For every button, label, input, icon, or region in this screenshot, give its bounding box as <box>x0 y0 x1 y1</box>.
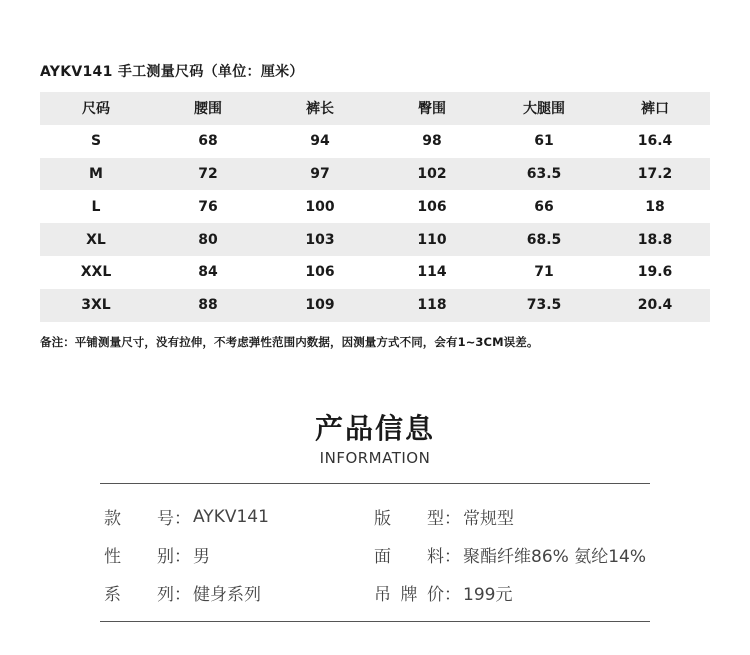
table-cell: 94 <box>310 133 330 150</box>
table-cell: 114 <box>417 264 447 281</box>
table-cell: 72 <box>198 165 218 182</box>
table-row <box>40 158 710 191</box>
table-cell: 98 <box>422 133 442 150</box>
size-table <box>40 92 710 322</box>
info-value: AYKV141 <box>193 506 269 527</box>
table-cell: 18 <box>645 198 665 215</box>
header-thigh: 大腿围 <box>523 101 565 118</box>
table-cell: L <box>91 198 101 215</box>
info-label: 系 列 <box>104 585 174 605</box>
table-cell: 106 <box>417 198 447 215</box>
header-hip: 臀围 <box>418 101 446 118</box>
table-cell: 16.4 <box>637 133 673 150</box>
header-size: 尺码 <box>82 101 110 118</box>
info-value: 健身系列 <box>193 585 261 605</box>
table-cell: 97 <box>310 165 330 182</box>
table-cell: 68 <box>198 133 218 150</box>
table-row <box>40 289 710 322</box>
info-value: 男 <box>193 547 210 567</box>
table-cell: 118 <box>417 297 447 314</box>
table-cell: 88 <box>198 297 218 314</box>
table-header-row <box>40 92 710 125</box>
table-cell: 109 <box>305 297 335 314</box>
table-row <box>40 125 710 158</box>
size-chart-title: AYKV141 手工测量尺码（单位：厘米） <box>40 64 304 80</box>
info-fit: 版 型 ： 常规型 <box>374 504 514 529</box>
header-leg-opening: 裤口 <box>641 101 669 118</box>
table-cell: 19.6 <box>637 264 673 281</box>
table-cell: 73.5 <box>526 297 562 314</box>
table-cell: 84 <box>198 264 218 281</box>
table-cell: 103 <box>305 231 335 248</box>
divider-top <box>100 483 650 484</box>
table-row <box>40 256 710 289</box>
info-label: 吊 牌 价 <box>374 585 444 605</box>
info-style-no: 款 号 ： AYKV141 <box>104 504 269 529</box>
info-value: 聚酯纤维86% 氨纶14% <box>463 547 646 567</box>
table-cell: 17.2 <box>637 165 673 182</box>
table-row <box>40 190 710 223</box>
table-cell: 66 <box>534 198 554 215</box>
table-cell: 18.8 <box>637 231 673 248</box>
info-label: 性 别 <box>104 547 174 567</box>
table-cell: 100 <box>305 198 335 215</box>
table-cell: 106 <box>305 264 335 281</box>
table-cell: 61 <box>534 133 554 150</box>
table-cell: 20.4 <box>637 297 673 314</box>
table-row <box>40 223 710 256</box>
table-cell: S <box>90 133 102 150</box>
info-value: 常规型 <box>463 509 514 529</box>
table-cell: 71 <box>534 264 554 281</box>
info-gender: 性 别 ： 男 <box>104 542 210 567</box>
table-cell: M <box>89 165 103 182</box>
measurement-note: 备注：平铺测量尺寸，没有拉伸，不考虑弹性范围内数据，因测量方式不同，会有1~3CM误差。 <box>40 335 539 349</box>
info-label: 面 料 <box>374 547 444 567</box>
table-cell: 80 <box>198 231 218 248</box>
info-label: 版 型 <box>374 509 444 529</box>
info-value: 199元 <box>463 585 513 605</box>
table-cell: XXL <box>80 264 112 281</box>
info-label: 款 号 <box>104 509 174 529</box>
table-cell: 68.5 <box>526 231 562 248</box>
table-cell: 3XL <box>81 297 111 314</box>
divider-bottom <box>100 621 650 622</box>
info-series: 系 列 ： 健身系列 <box>104 580 261 605</box>
info-fabric: 面 料 ： 聚酯纤维86% 氨纶14% <box>374 542 646 567</box>
product-info-subtitle: INFORMATION <box>319 449 431 467</box>
table-cell: 110 <box>417 231 447 248</box>
table-cell: 102 <box>417 165 447 182</box>
table-cell: XL <box>86 231 106 248</box>
info-tag-price: 吊 牌 价 ： 199元 <box>374 580 512 605</box>
header-waist: 腰围 <box>194 101 222 118</box>
header-length: 裤长 <box>306 101 334 118</box>
table-cell: 76 <box>198 198 218 215</box>
product-info-title: 产品信息 <box>314 412 435 445</box>
table-cell: 63.5 <box>526 165 562 182</box>
